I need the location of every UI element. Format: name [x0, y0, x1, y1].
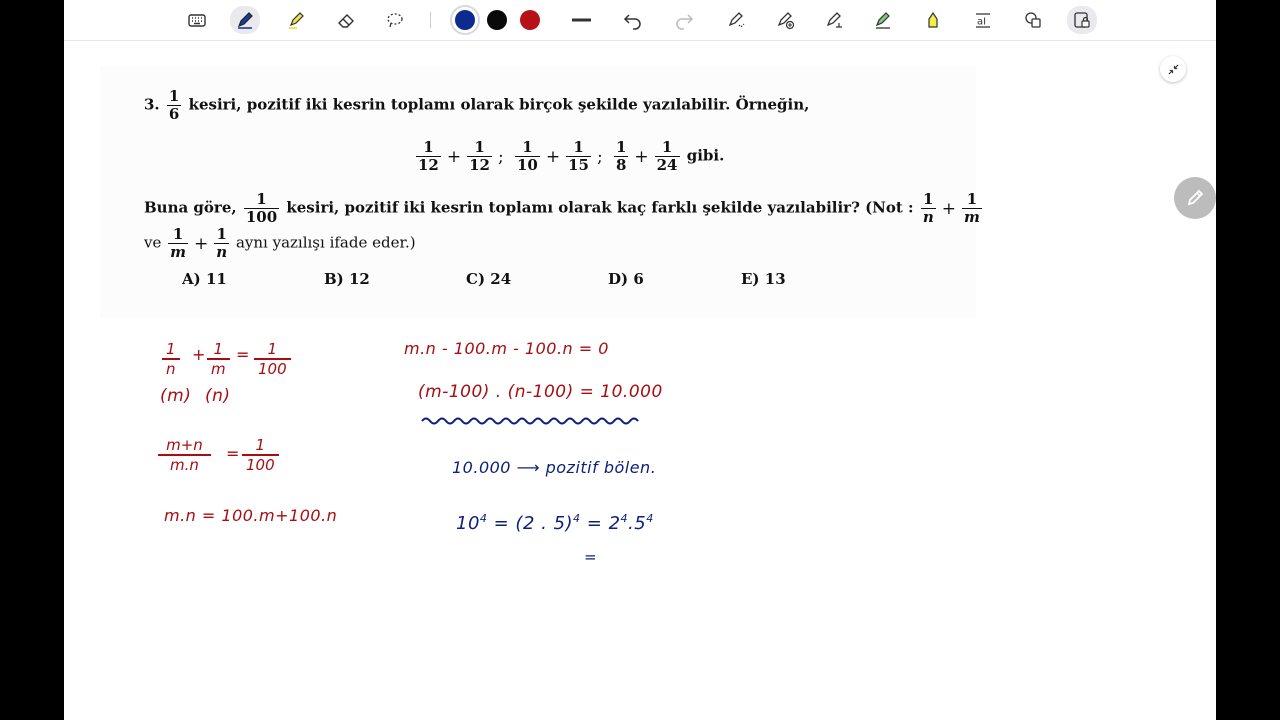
- lasso-icon[interactable]: [382, 8, 408, 32]
- answer-c[interactable]: C) 24: [466, 270, 512, 288]
- example-3b: $\frac{1}{24}$: [656, 138, 678, 174]
- hw-eq4: m.n - 100.m - 100.n = 0: [404, 339, 609, 358]
- answer-a[interactable]: A) 11: [182, 270, 227, 288]
- yellow-marker-icon[interactable]: [920, 8, 946, 32]
- answer-d[interactable]: D) 6: [608, 270, 644, 288]
- hw-blue-line3: =: [584, 548, 598, 566]
- svg-text:aI: aI: [977, 16, 987, 28]
- line3-pre: Buna göre,: [144, 198, 237, 217]
- line3-post: kesiri, pozitif iki kesrin toplamı olarak kaç farklı şekilde yazılabilir? (Not :: [286, 198, 914, 217]
- pencil-icon: [1185, 188, 1205, 208]
- shapes-icon[interactable]: [1020, 8, 1046, 32]
- note-frac-1-n: $\frac{1}{n}$: [922, 190, 934, 226]
- example-1a: $\frac{1}{12}$: [418, 138, 439, 174]
- answer-e[interactable]: E) 13: [741, 270, 786, 288]
- hw-eq3: m.n = 100.m+100.n: [164, 506, 338, 525]
- question-line-4: ve $\frac{1}{m}$ + $\frac{1}{n}$ aynı yazılışı ifade eder.): [144, 225, 416, 261]
- ve-text: ve: [144, 233, 162, 252]
- pen-icon[interactable]: [230, 6, 260, 34]
- hw-frac-mn: m+n m.n: [158, 436, 211, 474]
- example-3a: $\frac{1}{8}$: [615, 138, 627, 174]
- note-frac-1-m-2: $\frac{1}{m}$: [170, 225, 187, 261]
- line4-post: aynı yazılışı ifade eder.): [235, 233, 416, 252]
- toolbar-separator: [430, 12, 431, 28]
- note-frac-1-n-2: $\frac{1}{n}$: [216, 225, 228, 261]
- example-2a: $\frac{1}{10}$: [516, 138, 538, 174]
- hw-equals: =: [236, 345, 250, 364]
- color-swatch-blue[interactable]: [455, 10, 475, 30]
- hw-blue-line2: $10^4 = (2$ . $5)^4 = 2^4.5^4$: [456, 512, 654, 534]
- hw-blue-line1: 10.000 ⟶ pozitif bölen.: [452, 458, 657, 477]
- redo-icon[interactable]: [671, 8, 697, 32]
- undo-icon[interactable]: [620, 8, 646, 32]
- color-swatch-red[interactable]: [520, 10, 540, 30]
- eraser-icon[interactable]: [333, 8, 359, 32]
- keyboard-icon[interactable]: [184, 8, 210, 32]
- hw-mult-m: (m): [160, 386, 192, 406]
- fraction-1-6: $\frac{1}{6}$: [168, 87, 180, 123]
- hw-equals-2: =: [226, 444, 240, 463]
- gibi-text: gibi.: [686, 146, 725, 165]
- stroke-width-icon[interactable]: [568, 8, 594, 32]
- exit-fullscreen-button[interactable]: [1160, 56, 1186, 82]
- answer-b[interactable]: B) 12: [324, 270, 370, 288]
- highlighter-icon[interactable]: [283, 8, 309, 32]
- hw-eq5: (m-100) . (n-100) = 10.000: [418, 382, 663, 402]
- shape-pen-icon[interactable]: [723, 8, 749, 32]
- color-swatch-black[interactable]: [487, 10, 507, 30]
- pen-plus-icon[interactable]: [772, 8, 798, 32]
- question-number: 3.: [144, 95, 160, 114]
- examples-line: $\frac{1}{12}$ + $\frac{1}{12}$ ; $\frac{1}{10}$ + $\frac{1}{15}$ ; $\frac{1}{8}$ + $\frac{1}{24}$ gibi.: [418, 138, 725, 174]
- fraction-1-100: $\frac{1}{100}$: [245, 190, 278, 226]
- hw-plus: +: [192, 345, 206, 364]
- ruler-pen-icon[interactable]: [870, 8, 896, 32]
- pen-text-icon[interactable]: [821, 8, 847, 32]
- edit-fab-button[interactable]: [1174, 177, 1216, 219]
- toolbar: [64, 0, 1216, 41]
- text-insert-icon[interactable]: [970, 8, 996, 32]
- note-frac-1-m: $\frac{1}{m}$: [963, 190, 980, 226]
- app-window: [64, 0, 1216, 720]
- lock-icon[interactable]: [1067, 6, 1097, 34]
- hw-frac-1-100: 1 100: [254, 340, 291, 378]
- hw-frac-1-m: 1 m: [207, 340, 230, 378]
- question-line-1: [144, 88, 809, 123]
- example-1b: $\frac{1}{12}$: [469, 138, 490, 174]
- collapse-arrows-icon: [1167, 63, 1180, 76]
- hw-frac-1-n: 1 n: [162, 340, 180, 378]
- example-2b: $\frac{1}{15}$: [568, 138, 589, 174]
- question-line-3: Buna göre, $\frac{1}{100}$ kesiri, pozitif iki kesrin toplamı olarak kaç farklı şekilde yazılabilir? (Not : $\frac{1}{n}$ + $\frac{1}{m}$: [144, 190, 980, 226]
- question-line1-text: kesiri, pozitif iki kesrin toplamı olarak birçok şekilde yazılabilir. Örneğin,: [188, 95, 810, 114]
- hw-wavy-underline: [420, 412, 646, 428]
- hw-mult-n: (n): [205, 386, 231, 406]
- hw-frac-1-100-2: 1 100: [242, 436, 279, 474]
